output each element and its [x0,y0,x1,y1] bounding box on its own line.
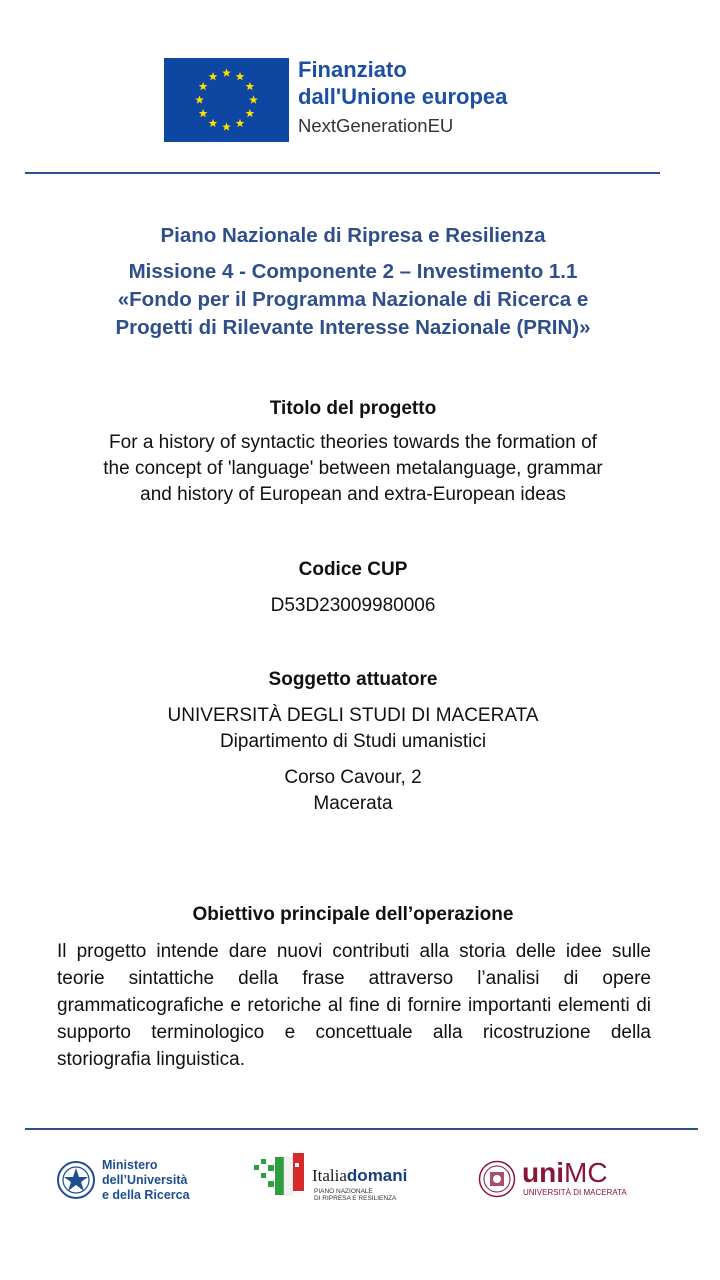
project-title-section [30,396,676,508]
objective-label: Obiettivo principale dell’operazione [192,904,514,925]
department-name: Dipartimento di Studi umanistici [219,731,487,752]
eu-star-icon [199,109,208,117]
plan-title: Piano Nazionale di Ripresa e Resilienza [160,224,546,247]
eu-star-icon [222,68,231,76]
unimc-uni: uni [522,1157,564,1188]
address-city: Macerata [313,793,393,814]
mission-line-1: Missione 4 - Componente 2 – Investimento 1.1 [128,260,578,283]
eu-star-icon [209,72,218,80]
italia-word: Italia [312,1166,347,1185]
mission-line-2: «Fondo per il Programma Nazionale di Ricerca e [117,288,589,311]
implementer-section [30,667,676,817]
university-name: UNIVERSITÀ DEGLI STUDI DI MACERATA [167,705,539,726]
cup-label: Codice CUP [298,559,408,580]
objective-text: Il progetto intende dare nuovi contributi alla storia delle idee sulle teorie sintattiche della frase attraverso l’analisi di opere grammaticografiche e retoriche al fine di fornire importanti elementi di supporto terminologico e concettuale alla ricostruzione della storiografia linguistica. [57,941,651,1070]
bottom-divider [25,1128,698,1130]
project-title-line-3: and history of European and extra-European ideas [140,484,566,505]
unimc-mc: MC [564,1157,608,1188]
eu-star-icon [249,95,258,103]
eu-star-icon [195,95,204,103]
unimc-subtitle: UNIVERSITÀ DI MACERATA [523,1188,627,1197]
eu-flag-icon [164,58,289,142]
mission-line-3: Progetti di Rilevante Interesse Nazionale (PRIN)» [115,316,591,339]
project-title-label: Titolo del progetto [269,398,437,419]
mur-line-3: e della Ricerca [102,1188,190,1202]
program-header [20,222,686,342]
project-title-line-1: For a history of syntactic theories towards the formation of [109,432,597,453]
italia-domani-flag-icon [252,1153,308,1199]
eu-star-icon [236,72,245,80]
address-street: Corso Cavour, 2 [284,767,422,788]
italia-sub-line-1: PIANO NAZIONALE [314,1188,373,1195]
implementer-label: Soggetto attuatore [268,669,438,690]
mur-line-1: Ministero [102,1158,158,1172]
eu-star-icon [199,82,208,90]
next-generation-eu: NextGenerationEU [298,115,454,136]
domani-word: domani [346,1166,408,1185]
eu-star-icon [222,122,231,130]
eu-stars [164,58,289,142]
project-title-line-2: the concept of 'language' between metalanguage, grammar [103,458,603,479]
mur-line-2: dell’Università [102,1173,188,1187]
italia-sub-line-2: DI RIPRESA E RESILIENZA [314,1195,397,1202]
italian-republic-emblem-icon [56,1160,96,1200]
eu-star-icon [209,119,218,127]
eu-funding-logo [164,47,566,145]
eu-funded-line2: dall'Unione europea [298,84,508,109]
eu-star-icon [246,82,255,90]
eu-star-icon [236,119,245,127]
eu-star-icon [246,109,255,117]
university-seal-icon [478,1160,516,1198]
cup-value: D53D23009980006 [270,595,436,616]
top-divider [25,172,660,174]
eu-funded-line1: Finanziato [298,57,407,82]
objective-section [30,902,676,928]
cup-section [30,557,676,619]
